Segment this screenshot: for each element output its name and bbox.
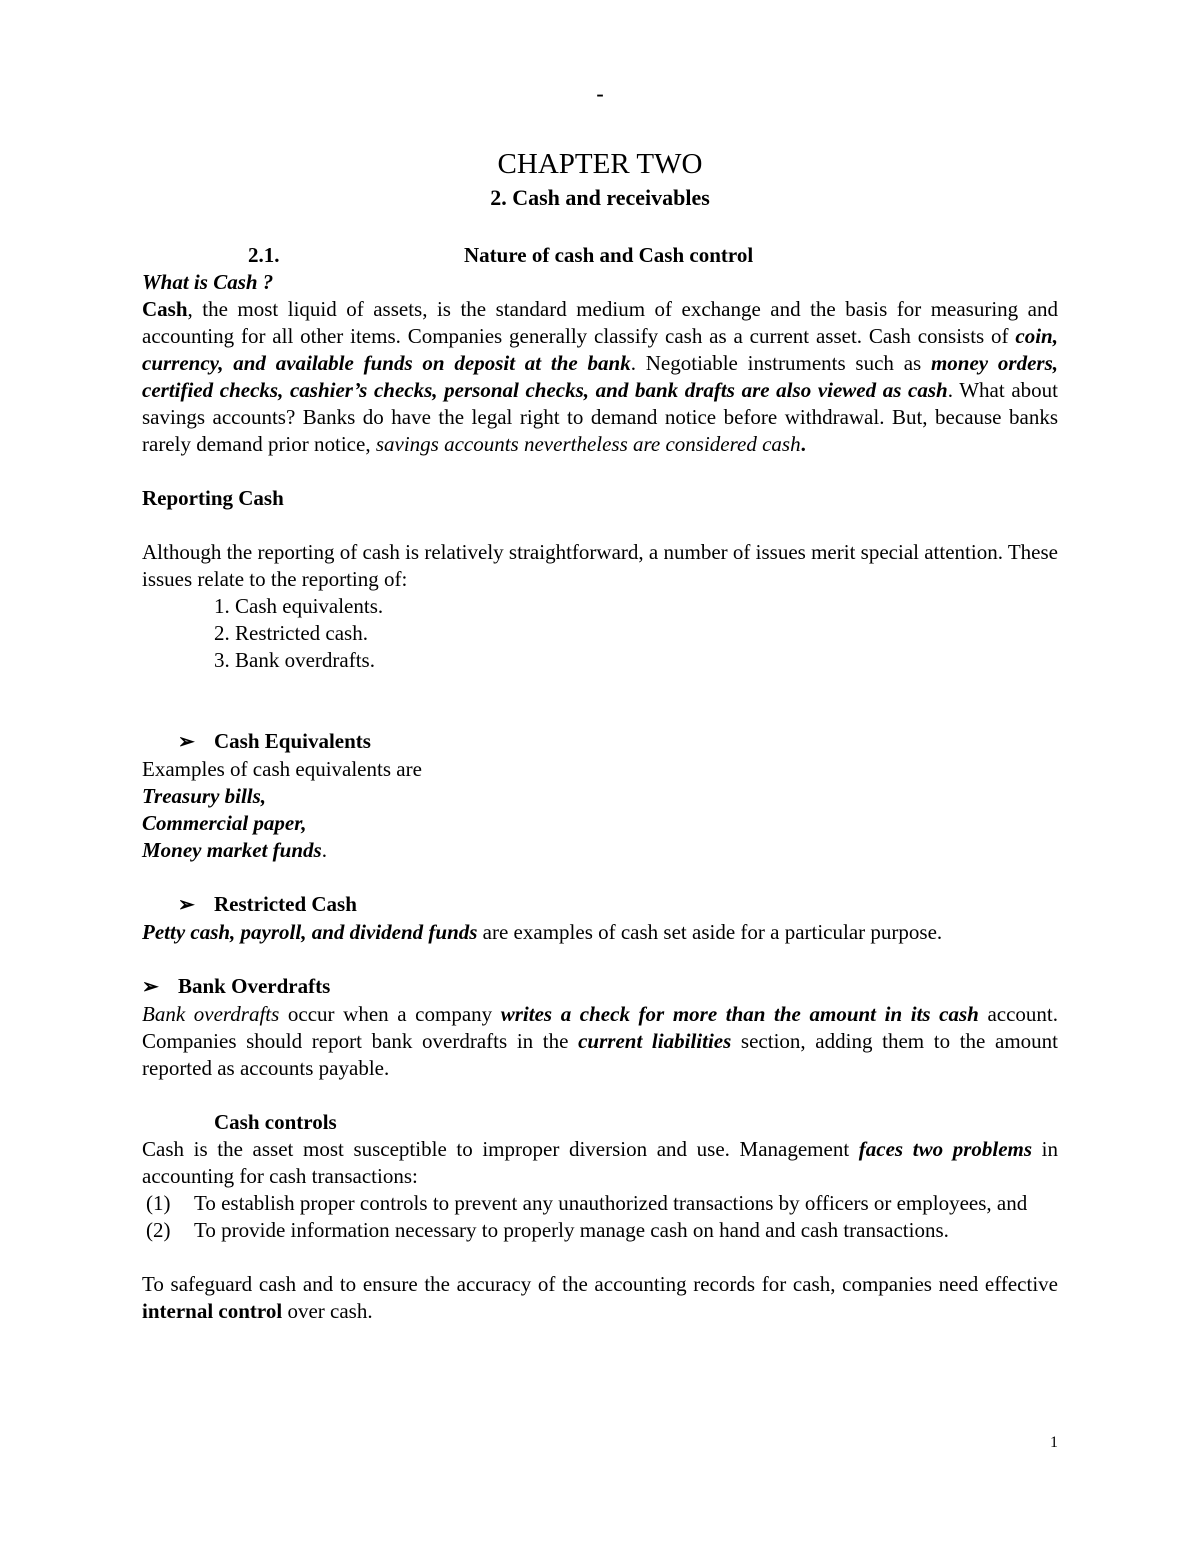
cash-definition-period: . [800,432,806,456]
cash-equivalents-intro: Examples of cash equivalents are [142,757,422,781]
arrow-bullet-icon: ➢ [178,894,195,916]
cash-controls-text-1: Cash is the asset most susceptible to improper diversion and use. Management [142,1137,859,1161]
cash-definition-text-3: . What about savings accounts? Banks do have the legal right to demand notice before withdrawal. But, because banks rarely demand prior notice, [142,378,1058,456]
section-heading [142,242,1058,269]
cash-controls-emphasis: faces two problems [858,1137,1033,1161]
bank-overdrafts-emphasis-1: writes a check for more than the amount in its cash [500,1002,979,1026]
reporting-cash-heading: Reporting Cash [142,486,284,510]
list-item: 1. Cash equivalents. [214,594,384,618]
internal-control-term: internal control [142,1299,283,1323]
list-marker: (2) [146,1218,171,1242]
list-item [142,1190,1058,1217]
restricted-cash-text [142,919,1058,946]
restricted-cash-body: are examples of cash set aside for a particular purpose. [477,920,943,944]
example-money-market-funds: Money market funds [142,838,322,862]
example-period: . [321,838,327,862]
list-item: 2. Restricted cash. [214,621,368,645]
example-treasury-bills: Treasury bills, [142,784,267,808]
bank-overdrafts-term: Bank overdrafts [142,1002,280,1026]
bank-overdrafts-emphasis-2: current liabilities [578,1029,732,1053]
bank-overdrafts-heading [142,973,1058,1001]
cash-definition-text-2: . Negotiable instruments such as [630,351,931,375]
restricted-cash-emphasis: Petty cash, payroll, and dividend funds [142,920,478,944]
cash-controls-text-2: in accounting for cash transactions: [142,1137,1058,1188]
chapter-subtitle: 2. Cash and receivables [490,185,710,210]
internal-control-text-1: To safeguard cash and to ensure the accuracy of the accounting records for cash, companies need effective [142,1272,1058,1296]
cash-equivalents-title: Cash Equivalents [214,729,371,753]
section-title: Nature of cash and Cash control [464,243,754,267]
header-dash: - [596,81,604,106]
bank-overdrafts-text-1: occur when a company [279,1002,501,1026]
cash-term: Cash [142,297,188,321]
restricted-cash-heading [142,891,1058,919]
bank-overdrafts-text-2: account. Companies should report bank overdrafts in the [142,1002,1059,1053]
reporting-cash-intro: Although the reporting of cash is relatively straightforward, a number of issues merit special attention. These issues relate to the reporting of: [142,540,1058,591]
internal-control-paragraph [142,1271,1058,1325]
example-commercial-paper: Commercial paper, [142,811,307,835]
page-number: 1 [1050,1434,1058,1451]
cash-definition-text-1: , the most liquid of assets, is the standard medium of exchange and the basis for measuring and accounting for all other items. Companies generally classify cash as a current asset. Cash consists of [142,297,1058,348]
list-marker: (1) [146,1191,171,1215]
restricted-cash-title: Restricted Cash [214,892,357,916]
cash-definition-emphasis-3: savings accounts nevertheless are considered cash [375,432,801,456]
reporting-issues-list [142,593,1058,674]
list-item-text: To provide information necessary to properly manage cash on hand and cash transactions. [194,1218,949,1242]
internal-control-text-2: over cash. [282,1299,373,1323]
arrow-bullet-icon: ➢ [142,976,159,998]
chapter-title: CHAPTER TWO [497,148,703,180]
cash-definition-emphasis-1: coin, currency, and available funds on deposit at the bank [142,324,1058,375]
arrow-bullet-icon: ➢ [178,731,195,753]
page-body [142,80,1058,1325]
cash-definition-paragraph [142,296,1058,458]
example-money-market-line [142,837,1058,864]
cash-controls-heading: Cash controls [214,1110,337,1134]
cash-equivalents-heading [142,728,1058,756]
cash-definition-emphasis-2: money orders, certified checks, cashier’s checks, personal checks, and bank drafts are also viewed as cash [142,351,1058,402]
list-item-text: To establish proper controls to prevent any unauthorized transactions by officers or employees, and [194,1191,1028,1215]
bank-overdrafts-paragraph [142,1001,1058,1082]
what-is-cash-question: What is Cash ? [142,270,274,294]
section-number: 2.1. [248,243,280,267]
bank-overdrafts-title: Bank Overdrafts [178,974,331,998]
list-item [142,1217,1058,1244]
bank-overdrafts-text-3: section, adding them to the amount reported as accounts payable. [142,1029,1059,1080]
list-item: 3. Bank overdrafts. [214,648,375,672]
cash-controls-intro [142,1136,1058,1190]
